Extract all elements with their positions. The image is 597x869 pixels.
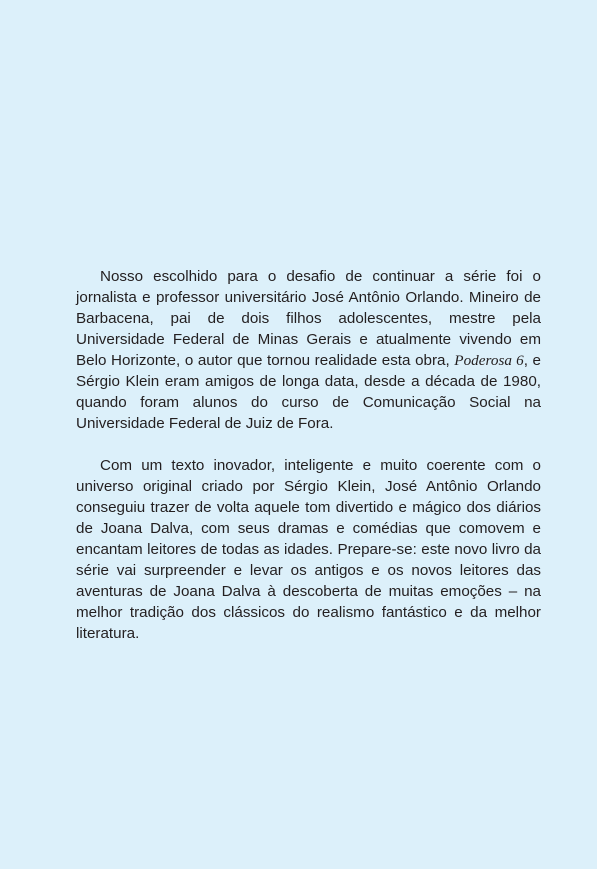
paragraph-author-intro (76, 266, 541, 434)
book-title: Poderosa 6 (454, 352, 524, 369)
body-text (76, 266, 541, 644)
paragraph-book-description: Com um texto inovador, inteligente e muito coerente com o universo original criado por Sérgio Klein, José Antônio Orlando conseguiu trazer de volta aquele tom divertido e mágico dos diários de Joana Dalva, com seus dramas e comédias que comovem e encantam leitores de todas as idades. Prepare-se: este novo livro da série vai surpreender e levar os antigos e os novos leitores das aventuras de Joana Dalva à descoberta de muitas emoções – na melhor tradição dos clássicos do realismo fantástico e da melhor literatura. (76, 457, 541, 642)
paragraph-1-start: Nosso escolhido para o desafio de continuar a série foi o jornalista e professor universitário José Antônio Orlando. Mineiro de Barbacena, pai de dois filhos adolescentes, mestre pela Universidade Federal de Minas Gerais e atualmente vivendo em Belo Horizonte, o autor que tornou realidade esta obra, (76, 268, 541, 369)
paragraph-1-end: , e Sérgio Klein eram amigos de longa data, desde a década de 1980, quando foram alunos do curso de Comunicação Social na Universidade Federal de Juiz de Fora. (76, 352, 541, 432)
